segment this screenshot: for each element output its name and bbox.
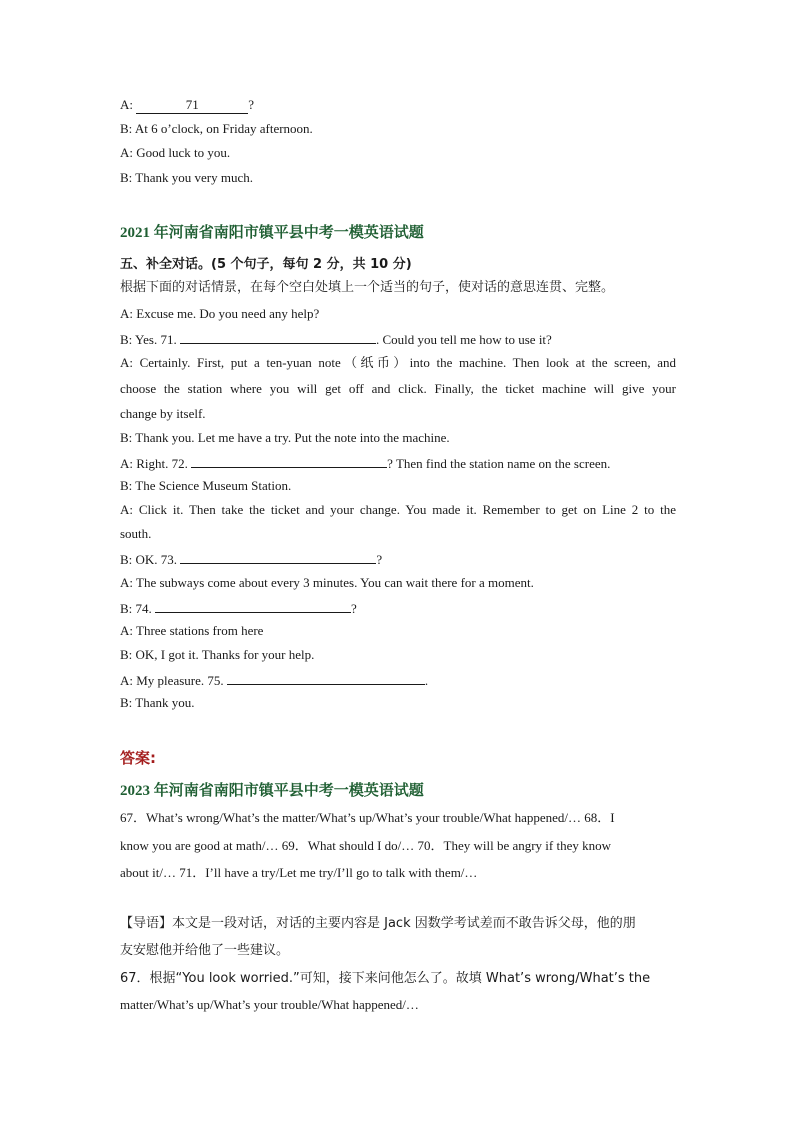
dialogue-line: B: Thank you. Let me have a try. Put the note into the machine. xyxy=(120,430,450,445)
dialogue-line: A: The subways come about every 3 minutes. You can wait there for a moment. xyxy=(120,575,534,590)
dialogue-line: B: OK, I got it. Thanks for your help. xyxy=(120,647,315,662)
dialogue-line: south. xyxy=(120,526,152,541)
dialogue-line: A: Right. 72. ? Then find the station name on the screen. xyxy=(120,456,611,471)
explanation-text: 67．根据“You look worried.”可知，接下来问他怎么了。故填 What’s wrong/What’s the xyxy=(120,971,651,986)
answers-label: 答案: xyxy=(120,749,156,767)
answers-title: 2023 年河南省南阳市镇平县中考一模英语试题 xyxy=(120,783,424,799)
dialogue-line: B: At 6 o’clock, on Friday afternoon. xyxy=(120,121,313,136)
dialogue-line: A: Certainly. First, put a ten-yuan note（纸币）into the machine. Then look at the screen, and xyxy=(120,355,676,370)
dialogue-line: B: OK. 73. ? xyxy=(120,552,383,567)
dialogue-line: change by itself. xyxy=(120,406,206,421)
section-subtitle: 五、补全对话。(5 个句子，每句 2 分，共 10 分) xyxy=(120,257,412,272)
speaker-label: A: xyxy=(120,97,137,112)
guide-text: 友安慰他并给他了一些建议。 xyxy=(120,943,290,958)
answer-line: know you are good at math/… 69．What should I do/… 70．They will be angry if they know xyxy=(120,838,612,853)
dialogue-line: A: Three stations from here xyxy=(120,623,264,638)
dialogue-line: B: Thank you. xyxy=(120,695,195,710)
answer-blank xyxy=(227,671,425,685)
dialogue-line: A: Excuse me. Do you need any help? xyxy=(120,306,320,321)
dialogue-line: B: Yes. 71. . Could you tell me how to use it? xyxy=(120,332,552,347)
section-title: 2021 年河南省南阳市镇平县中考一模英语试题 xyxy=(120,225,424,241)
explanation-text: matter/What’s up/What’s your trouble/What happened/… xyxy=(120,997,419,1012)
answer-blank: 71 xyxy=(136,97,248,114)
answer-line: 67．What’s wrong/What’s the matter/What’s up/What’s your trouble/What happened/… 68．I xyxy=(120,810,615,825)
answer-blank xyxy=(191,454,387,468)
guide-text: 【导语】本文是一段对话，对话的主要内容是 Jack 因数学考试差而不敢告诉父母，他的朋 xyxy=(120,916,636,931)
answer-blank xyxy=(180,550,376,564)
dialogue-line: B: Thank you very much. xyxy=(120,170,253,185)
dialogue-line: choose the station where you will get off and click. Finally, the ticket machine will give your xyxy=(120,381,676,396)
answer-blank xyxy=(180,330,376,344)
answer-line: about it/… 71．I’ll have a try/Let me try/I’ll go to talk with them/… xyxy=(120,865,478,880)
answer-blank xyxy=(155,599,351,613)
instruction-text: 根据下面的对话情景，在每个空白处填上一个适当的句子，使对话的意思连贯、完整。 xyxy=(120,280,615,295)
dialogue-line: A: My pleasure. 75. . xyxy=(120,673,429,688)
dialogue-line: B: 74. ? xyxy=(120,601,357,616)
dialogue-line: A: 71 ? xyxy=(120,97,255,112)
dialogue-line: A: Click it. Then take the ticket and your change. You made it. Remember to get on Line 2 to the xyxy=(120,502,676,517)
dialogue-line: B: The Science Museum Station. xyxy=(120,478,292,493)
dialogue-line: A: Good luck to you. xyxy=(120,145,231,160)
